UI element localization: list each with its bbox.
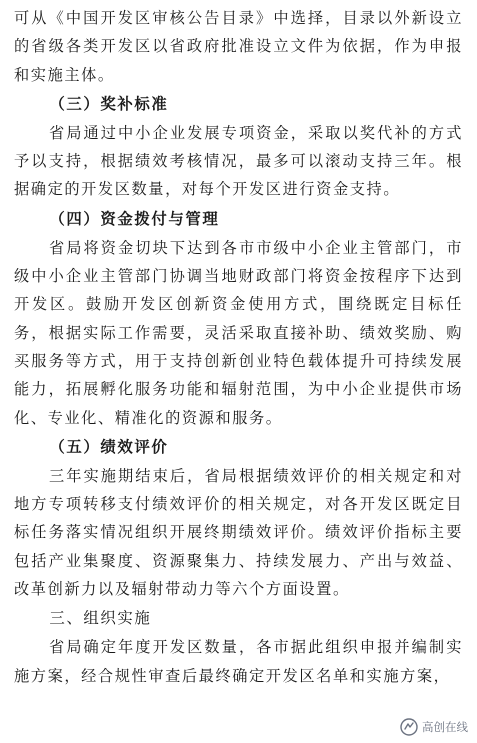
paragraph-organization: 省局确定年度开发区数量，各市据此组织申报并编制实施方案，经合规性审查后最终确定开发区名单和实施方案， (14, 638, 463, 685)
gaochuang-logo-icon (400, 718, 418, 736)
heading-organization: 三、组织实施 (49, 609, 152, 628)
paragraph-eligibility: 可从《中国开发区审核公告目录》中选择，目录以外新设立的省级各类开发区以省政府批准设立文件为依据，作为申报和实施主体。 (14, 9, 463, 84)
paragraph-fund-allocation: 省局将资金切块下达到各市市级中小企业主管部门，市级中小企业主管部门协调当地财政部门将资金按程序下达到开发区。鼓励开发区创新资金使用方式，围绕既定目标任务，根据实际工作需要，灵活采取直接补助、绩效奖励、购买服务等方式，用于支持创新创业特色载体提升可持续发展能力，拓展孵化服务功能和辐射范围，为中小企业提供市场化、专业化、精准化的资源和服务。 (14, 238, 463, 427)
heading-performance-evaluation: （五）绩效评价 (49, 437, 169, 456)
watermark-text: 高创在线 (422, 720, 468, 734)
watermark (397, 717, 471, 737)
paragraph-performance-evaluation: 三年实施期结束后，省局根据绩效评价的相关规定和对地方专项转移支付绩效评价的相关规定，对各开发区既定目标任务落实情况组织开展终期绩效评价。绩效评价指标主要包括产业集聚度、资源聚集力、持续发展力、产出与效益、改革创新力以及辐射带动力等六个方面设置。 (14, 466, 463, 599)
heading-reward-standard: （三）奖补标准 (49, 94, 169, 113)
paragraph-reward-standard: 省局通过中小企业发展专项资金，采取以奖代补的方式予以支持，根据绩效考核情况，最多可以滚动支持三年。根据确定的开发区数量，对每个开发区进行资金支持。 (14, 123, 463, 199)
heading-fund-allocation: （四）资金拨付与管理 (49, 209, 220, 228)
